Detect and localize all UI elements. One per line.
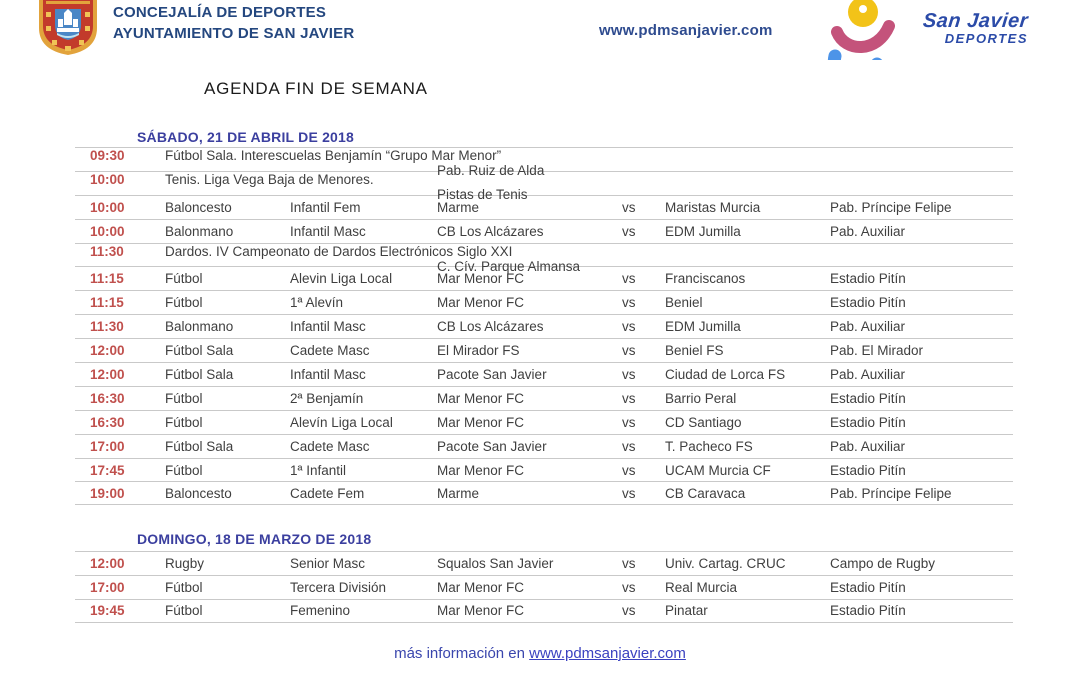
event-time: 11:30 xyxy=(90,243,124,259)
saturday-section-heading: SÁBADO, 21 DE ABRIL DE 2018 xyxy=(137,129,355,145)
vs-label: vs xyxy=(622,343,636,359)
event-venue: Estadio Pitín xyxy=(830,579,906,595)
event-sport: Fútbol Sala xyxy=(165,366,234,382)
event-category: Infantil Masc xyxy=(290,366,366,382)
event-sport: Dardos. IV Campeonato de Dardos Electrónicos Siglo XXI xyxy=(165,243,513,259)
event-away-team: UCAM Murcia CF xyxy=(665,462,771,478)
event-home-team: Mar Menor FC xyxy=(437,390,525,406)
organisation-header xyxy=(113,2,354,44)
event-category: Infantil Fem xyxy=(290,199,361,215)
vs-label: vs xyxy=(622,579,636,595)
event-venue: Pab. Auxiliar xyxy=(830,319,906,335)
event-sport: Baloncesto xyxy=(165,485,232,501)
event-sport: Fútbol xyxy=(165,603,203,619)
event-home-team: Mar Menor FC xyxy=(437,579,525,595)
event-home-team: Squalos San Javier xyxy=(437,555,554,571)
vs-label: vs xyxy=(622,223,636,239)
event-home-team: Mar Menor FC xyxy=(437,414,525,430)
event-category: Alevín Liga Local xyxy=(290,414,393,430)
event-away-team: Pinatar xyxy=(665,603,708,619)
table-row xyxy=(75,458,1013,482)
event-sport: Fútbol xyxy=(165,295,203,311)
event-home-team: Mar Menor FC xyxy=(437,603,525,619)
table-row xyxy=(75,314,1013,338)
page-title: AGENDA FIN DE SEMANA xyxy=(204,79,428,98)
table-row xyxy=(75,219,1013,243)
event-category: 2ª Benjamín xyxy=(290,390,364,406)
event-category: Cadete Masc xyxy=(290,343,370,359)
org-line1: CONCEJALÍA DE DEPORTES xyxy=(113,4,327,21)
event-sport: Fútbol Sala xyxy=(165,438,234,454)
event-venue: Pab. Auxiliar xyxy=(830,223,906,239)
event-away-team: Univ. Cartag. CRUC xyxy=(665,555,786,571)
event-category: Alevin Liga Local xyxy=(290,271,393,287)
event-venue: Estadio Pitín xyxy=(830,295,906,311)
event-home-team: Mar Menor FC xyxy=(437,271,525,287)
website-url-text: www.pdmsanjavier.com xyxy=(599,22,773,39)
sunday-events-table xyxy=(75,551,1013,623)
event-time: 19:00 xyxy=(90,485,125,501)
logo-wordmark xyxy=(918,10,1028,46)
event-home-team: Mar Menor FC xyxy=(437,295,525,311)
vs-label: vs xyxy=(622,199,636,215)
vs-label: vs xyxy=(622,319,636,335)
vs-label: vs xyxy=(622,485,636,501)
event-away-team: T. Pacheco FS xyxy=(665,438,753,454)
event-time: 12:00 xyxy=(90,555,125,571)
event-time: 11:30 xyxy=(90,319,124,335)
event-category: Cadete Masc xyxy=(290,438,370,454)
event-time: 10:00 xyxy=(90,199,125,215)
vs-label: vs xyxy=(622,295,636,311)
footer xyxy=(0,645,1080,662)
event-venue: Estadio Pitín xyxy=(830,414,906,430)
event-time: 17:00 xyxy=(90,579,125,595)
event-sport: Fútbol xyxy=(165,271,203,287)
event-time: 17:45 xyxy=(90,462,125,478)
event-away-team: CB Caravaca xyxy=(665,485,746,501)
event-venue: Estadio Pitín xyxy=(830,462,906,478)
event-sport: Fútbol xyxy=(165,414,203,430)
footer-website-link[interactable]: www.pdmsanjavier.com xyxy=(529,645,686,662)
event-home-team: CB Los Alcázares xyxy=(437,319,544,335)
vs-label: vs xyxy=(622,366,636,382)
table-row xyxy=(75,599,1013,623)
event-category: 1ª Infantil xyxy=(290,462,347,478)
event-category: Infantil Masc xyxy=(290,223,366,239)
table-row xyxy=(75,290,1013,314)
event-sport: Fútbol Sala xyxy=(165,343,234,359)
event-home-team: Marme xyxy=(437,485,480,501)
event-sport: Fútbol xyxy=(165,579,203,595)
town-crest-icon xyxy=(38,0,98,56)
event-home-team: Mar Menor FC xyxy=(437,462,525,478)
event-time: 16:30 xyxy=(90,390,125,406)
table-row xyxy=(75,171,1013,202)
table-row xyxy=(75,338,1013,362)
event-time: 11:15 xyxy=(90,295,124,311)
event-time: 10:00 xyxy=(90,223,125,239)
event-home-team: Pacote San Javier xyxy=(437,366,547,382)
event-sport: Fútbol xyxy=(165,390,203,406)
event-away-team: Maristas Murcia xyxy=(665,199,761,215)
event-away-team: Barrio Peral xyxy=(665,390,737,406)
event-venue: C. Cív. Parque Almansa xyxy=(437,258,581,274)
logo-text-deportes: DEPORTES xyxy=(944,31,1028,46)
table-row xyxy=(75,575,1013,599)
event-venue: Estadio Pitín xyxy=(830,390,906,406)
event-time: 12:00 xyxy=(90,343,125,359)
event-venue: Pab. Príncipe Felipe xyxy=(830,199,952,215)
event-sport: Balonmano xyxy=(165,223,234,239)
event-venue: Pab. Auxiliar xyxy=(830,438,906,454)
event-venue: Estadio Pitín xyxy=(830,603,906,619)
event-time: 09:30 xyxy=(90,148,125,163)
vs-label: vs xyxy=(622,462,636,478)
event-venue: Pistas de Tenis xyxy=(437,186,528,202)
table-row xyxy=(75,481,1013,505)
event-time: 12:00 xyxy=(90,366,125,382)
event-category: Tercera División xyxy=(290,579,387,595)
org-line2: AYUNTAMIENTO DE SAN JAVIER xyxy=(113,25,355,42)
vs-label: vs xyxy=(622,438,636,454)
vs-label: vs xyxy=(622,271,636,287)
event-away-team: EDM Jumilla xyxy=(665,223,741,239)
event-home-team: CB Los Alcázares xyxy=(437,223,544,239)
event-home-team: El Mirador FS xyxy=(437,343,520,359)
vs-label: vs xyxy=(622,555,636,571)
sunday-section-heading: DOMINGO, 18 DE MARZO DE 2018 xyxy=(137,531,372,547)
event-venue: Estadio Pitín xyxy=(830,271,906,287)
event-category: Femenino xyxy=(290,603,351,619)
event-sport: Balonmano xyxy=(165,319,234,335)
event-away-team: Beniel FS xyxy=(665,343,724,359)
event-away-team: Franciscanos xyxy=(665,271,746,287)
event-sport: Fútbol xyxy=(165,462,203,478)
event-away-team: Ciudad de Lorca FS xyxy=(665,366,786,382)
event-away-team: Beniel xyxy=(665,295,703,311)
table-row xyxy=(75,551,1013,575)
event-venue: Campo de Rugby xyxy=(830,555,936,571)
event-venue: Pab. El Mirador xyxy=(830,343,924,359)
san-javier-deportes-logo-icon xyxy=(823,0,915,60)
table-row xyxy=(75,362,1013,386)
event-venue: Pab. Ruiz de Alda xyxy=(437,163,545,178)
event-away-team: CD Santiago xyxy=(665,414,742,430)
event-venue: Pab. Príncipe Felipe xyxy=(830,485,952,501)
event-venue: Pab. Auxiliar xyxy=(830,366,906,382)
event-time: 10:00 xyxy=(90,171,125,187)
footer-text: más información en xyxy=(394,645,530,662)
event-sport: Baloncesto xyxy=(165,199,232,215)
table-row xyxy=(75,434,1013,458)
event-sport: Fútbol Sala. Interescuelas Benjamín “Grupo Mar Menor” xyxy=(165,148,502,163)
event-home-team: Marme xyxy=(437,199,480,215)
event-time: 19:45 xyxy=(90,603,125,619)
event-home-team: Pacote San Javier xyxy=(437,438,547,454)
event-time: 16:30 xyxy=(90,414,125,430)
event-time: 11:15 xyxy=(90,271,124,287)
logo-text-san-javier: San Javier xyxy=(921,10,1030,32)
event-away-team: Real Murcia xyxy=(665,579,738,595)
event-away-team: EDM Jumilla xyxy=(665,319,741,335)
table-row xyxy=(75,410,1013,434)
vs-label: vs xyxy=(622,603,636,619)
table-row xyxy=(75,147,1013,178)
event-sport: Rugby xyxy=(165,555,205,571)
vs-label: vs xyxy=(622,390,636,406)
vs-label: vs xyxy=(622,414,636,430)
event-category: Infantil Masc xyxy=(290,319,366,335)
event-category: Senior Masc xyxy=(290,555,366,571)
saturday-events-table xyxy=(75,147,1013,505)
event-category: Cadete Fem xyxy=(290,485,365,501)
event-sport: Tenis. Liga Vega Baja de Menores. xyxy=(165,171,374,187)
table-row xyxy=(75,386,1013,410)
table-row xyxy=(75,243,1013,274)
event-time: 17:00 xyxy=(90,438,125,454)
event-category: 1ª Alevín xyxy=(290,295,344,311)
